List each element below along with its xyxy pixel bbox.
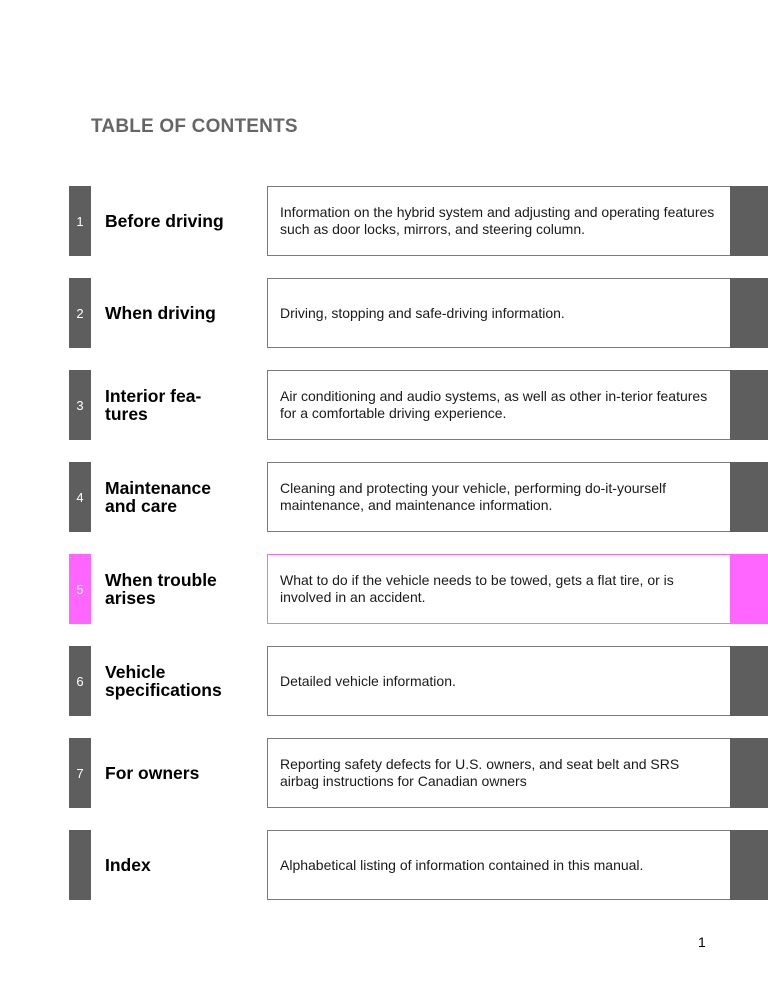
page-number: 1 — [698, 934, 706, 950]
chapter-side-tab[interactable] — [730, 370, 768, 440]
toc-row-before-driving[interactable] — [0, 186, 768, 256]
chapter-title[interactable]: When trouble arises — [105, 570, 217, 608]
chapter-number-tab: 2 — [69, 278, 91, 348]
chapter-title[interactable]: Interior fea- tures — [105, 386, 202, 424]
chapter-title[interactable]: Maintenance and care — [105, 478, 211, 516]
chapter-number-tab: 5 — [69, 554, 91, 624]
chapter-description: Alphabetical listing of information contained in this manual. — [267, 830, 730, 900]
chapter-side-tab[interactable] — [730, 186, 768, 256]
chapter-description: Detailed vehicle information. — [267, 646, 730, 716]
chapter-side-tab[interactable] — [730, 738, 768, 808]
page-title: TABLE OF CONTENTS — [91, 116, 298, 137]
chapter-description: Air conditioning and audio systems, as well as other in-terior features for a comfortable driving experience. — [267, 370, 730, 440]
chapter-side-tab[interactable] — [730, 278, 768, 348]
chapter-description: Reporting safety defects for U.S. owners, and seat belt and SRS airbag instructions for Canadian owners — [267, 738, 730, 808]
chapter-number-tab: 3 — [69, 370, 91, 440]
toc-row-when-driving[interactable] — [0, 278, 768, 348]
toc-row-interior-features[interactable] — [0, 370, 768, 440]
chapter-title[interactable]: For owners — [105, 763, 200, 783]
chapter-title[interactable]: Index — [105, 855, 151, 875]
chapter-title[interactable]: Before driving — [105, 211, 224, 231]
chapter-side-tab[interactable] — [730, 462, 768, 532]
chapter-description: What to do if the vehicle needs to be towed, gets a flat tire, or is involved in an accident. — [267, 554, 730, 624]
chapter-number-tab: 7 — [69, 738, 91, 808]
toc-row-when-trouble-arises[interactable] — [0, 554, 768, 624]
chapter-number-tab: 4 — [69, 462, 91, 532]
chapter-side-tab[interactable] — [730, 554, 768, 624]
chapter-description: Cleaning and protecting your vehicle, performing do-it-yourself maintenance, and maintenance information. — [267, 462, 730, 532]
chapter-description: Information on the hybrid system and adjusting and operating features such as door locks, mirrors, and steering column. — [267, 186, 730, 256]
toc-row-for-owners[interactable] — [0, 738, 768, 808]
chapter-side-tab[interactable] — [730, 830, 768, 900]
chapter-number-tab: 6 — [69, 646, 91, 716]
chapter-number-tab: 1 — [69, 186, 91, 256]
chapter-side-tab[interactable] — [730, 646, 768, 716]
chapter-title[interactable]: Vehicle specifications — [105, 662, 222, 700]
toc-row-maintenance-and-care[interactable] — [0, 462, 768, 532]
chapter-title[interactable]: When driving — [105, 303, 216, 323]
chapter-description: Driving, stopping and safe-driving information. — [267, 278, 730, 348]
toc-row-vehicle-specifications[interactable] — [0, 646, 768, 716]
chapter-number-tab — [69, 830, 91, 900]
toc-row-index[interactable] — [0, 830, 768, 900]
